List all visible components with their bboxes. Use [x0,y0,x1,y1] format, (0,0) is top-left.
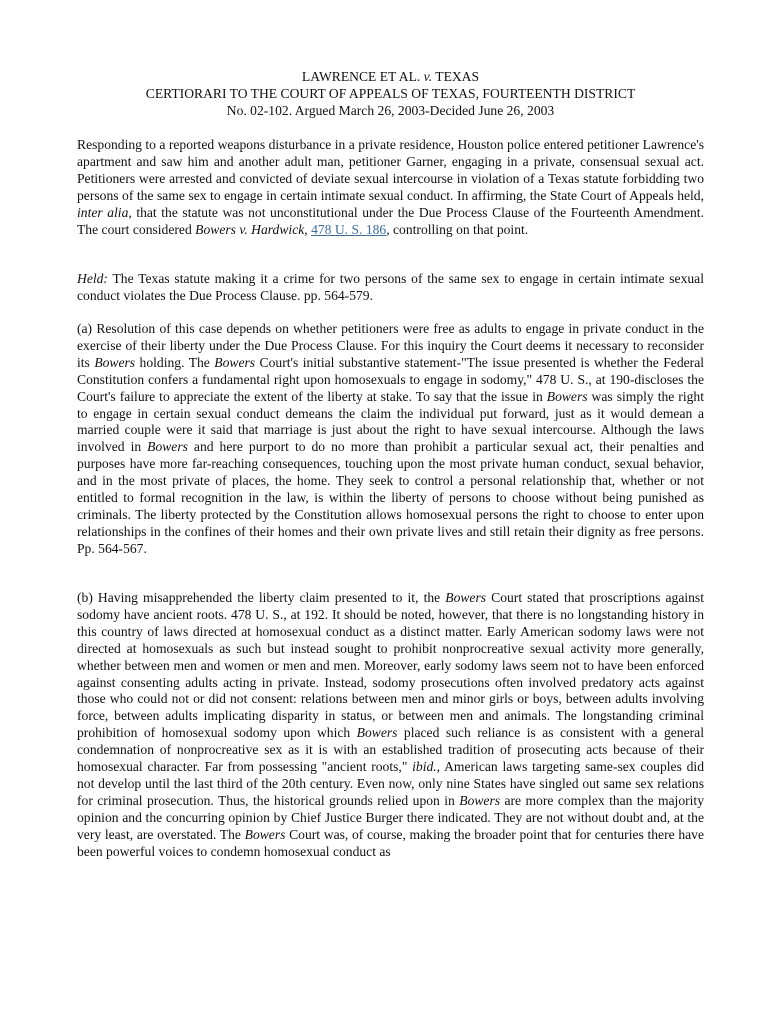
case-title [77,68,704,85]
case-title-versus: v. [423,69,433,84]
case-court: CERTIORARI TO THE COURT OF APPEALS OF TEXAS, FOURTEENTH DISTRICT [145,86,636,101]
case-title-parties: LAWRENCE ET AL. [301,69,424,84]
held-label: Held: [77,271,108,286]
case-name-bowers-v-hardwick: Bowers v. Hardwick [195,221,305,237]
citation-link-478-us-186[interactable]: 478 U. S. 186 [311,221,387,237]
syllabus-paragraph-a: (a) Resolution of this case depends on whether petitioners were free as adults to engage in private conduct in the exercise of their liberty under the Due Process Clause. For this inquiry the Court deems it necessary to reconsider its Bowers holding. The Bowers Court's initial substantive statement-"The issue presented is whether the Federal Constitution confers a fundamental right upon homosexuals to engage in sodomy," 478 U. S., at 190-discloses the Court's failure to appreciate the extent of the liberty at stake. To say that the issue in Bowers was simply the right to engage in certain sexual conduct demeans the claim the individual put forward, just as it would demean a married couple were it said that marriage is just about the right to have sexual intercourse. Although the laws involved in Bowers and here purport to do no more than prohibit a particular sexual act, their penalties and purposes have more far-reaching consequences, touching upon the most private human conduct, sexual behavior, and in the most private of places, the home. They seek to control a personal relationship that, whether or not entitled to formal recognition in the law, is within the liberty of persons to choose without being punished as criminals. The liberty protected by the Constitution allows homosexual persons the right to choose to enter upon relationships in the confines of their homes and their own private lives and still retain their dignity as free persons. Pp. 564-567. [77,321,705,556]
case-title-respondent: TEXAS [432,69,480,84]
syllabus-paragraph-facts: Responding to a reported weapons disturbance in a private residence, Houston police entered petitioner Lawrence's apartment and saw him and another adult man, petitioner Garner, engaging in a private, consensual sexual act. Petitioners were arrested and convicted of deviate sexual intercourse in violation of a Texas statute forbidding two persons of the same sex to engage in certain intimate sexual conduct. In affirming, the State Court of Appeals held, inter alia, that the statute was not unconstitutional under the Due Process Clause of the Fourteenth Amendment. The court considered Bowers v. Hardwick, 478 U. S. 186, controlling on that point. [77,137,704,237]
syllabus-paragraph-b: (b) Having misapprehended the liberty claim presented to it, the Bowers Court stated that proscriptions against sodomy have ancient roots. 478 U. S., at 192. It should be noted, however, that there is no longstanding history in this country of laws directed at homosexual conduct as a distinct matter. Early American sodomy laws were not directed at homosexuals as such but instead sought to prohibit nonprocreative sexual activity more generally, whether between men and women or men and men. Moreover, early sodomy laws seem not to have been enforced against consenting adults acting in private. Instead, sodomy prosecutions often involved predatory acts against those who could not or did not consent: relations between men and minor girls or boys, between adults involving force, between adults implicating disparity in status, or between men and animals. The longstanding criminal prohibition of homosexual sodomy upon which Bowers placed such reliance is as consistent with a general condemnation of nonprocreative sex as it is with an established tradition of prosecuting acts because of their homosexual character. Far from possessing "ancient roots," ibid., American laws targeting same-sex couples did not develop until the last third of the 20th century. Even now, only nine States have singled out same sex relations for criminal prosecution. Thus, the historical grounds relied upon in Bowers are more complex than the majority opinion and the concurring opinion by Chief Justice Burger there indicated. They are not without doubt and, at the very least, are overstated. The Bowers Court was, of course, making the broader point that for centuries there have been powerful voices to condemn homosexual conduct as [77,590,704,859]
syllabus-paragraph-held: Held: The Texas statute making it a crime for two persons of the same sex to engage in certain intimate sexual conduct violates the Due Process Clause. pp. 564-579. [77,271,704,303]
case-docket: No. 02-102. Argued March 26, 2003-Decided June 26, 2003 [226,103,555,118]
case-header [77,68,704,119]
